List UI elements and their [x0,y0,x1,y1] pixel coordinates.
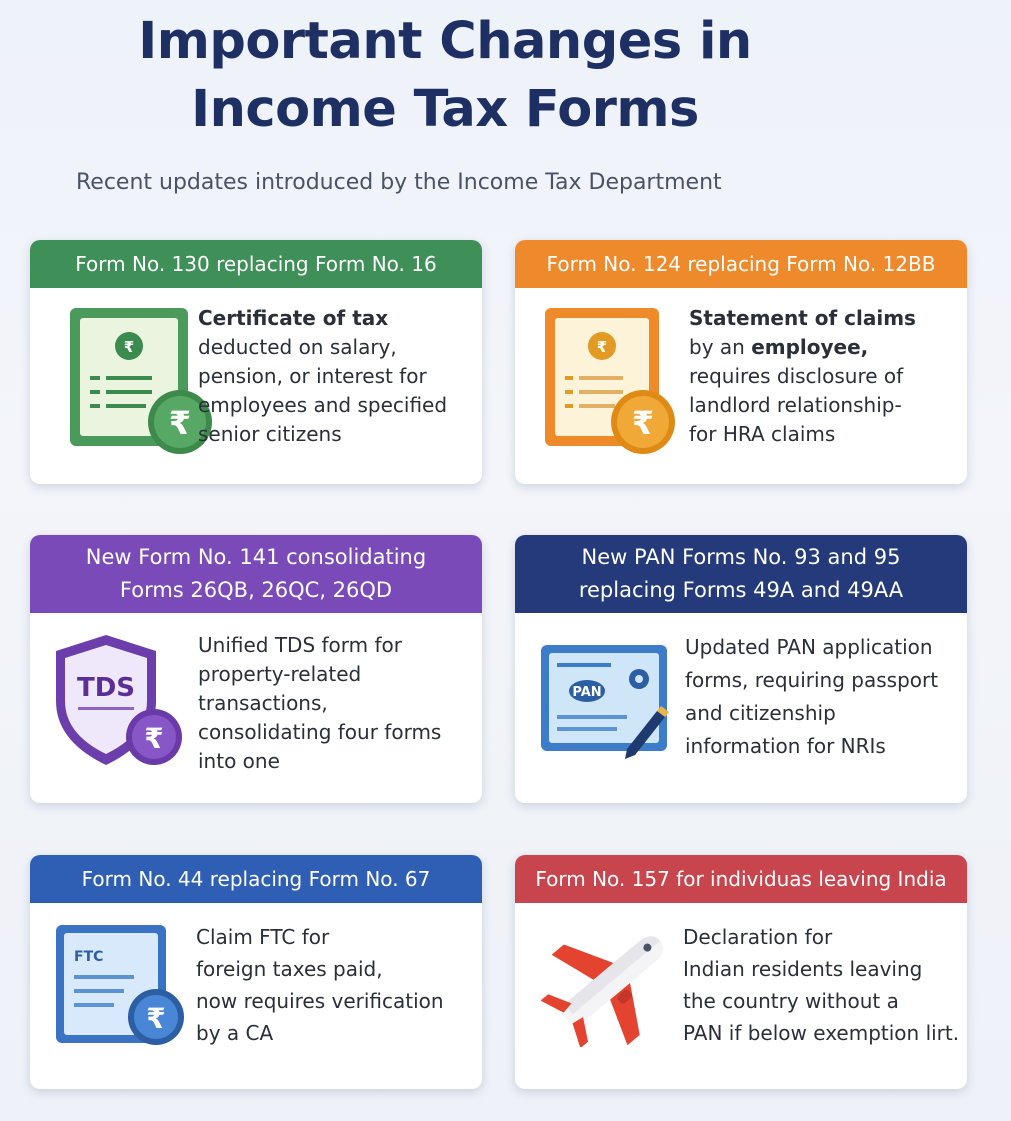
text-line: forms, requiring passport [685,668,939,692]
ftc-document-icon [52,921,202,1051]
card-header-line: New PAN Forms No. 93 and 95 [581,545,901,569]
text-line: foreign taxes paid, [196,957,383,981]
card-description [196,921,444,1049]
card-form-124 [515,240,967,484]
text-line-bold: Certificate of tax [198,306,389,330]
card-description [689,304,916,449]
card-form-157 [515,855,967,1089]
text-line: the country without a [683,989,899,1013]
text-line: and citizenship [685,701,836,725]
card-header [30,535,482,613]
svg-text:₹: ₹ [144,722,164,755]
text-line [689,333,916,362]
card-form-130 [30,240,482,484]
page-title-line-1: Important Changes in [138,12,752,71]
pan-label: PAN [572,685,602,700]
text-line: PAN if below exemption lirt. [683,1021,960,1045]
text-line: senior citizens [198,422,342,446]
text-line: into one [198,749,280,773]
text-line: employees and specified [198,393,448,417]
text-line: landlord relationship- [689,393,902,417]
card-header: Form No. 44 replacing Form No. 67 [30,855,482,903]
card-form-141 [30,535,482,803]
card-header: Form No. 130 replacing Form No. 16 [30,240,482,288]
text-line-bold: Statement of claims [689,306,916,330]
text-line: deducted on salary, [198,335,397,359]
tds-label: TDS [76,673,136,703]
text-line: property-related [198,662,362,686]
card-header-line: replacing Forms 49A and 49AA [578,578,904,602]
page-subtitle: Recent updates introduced by the Income Tax Department [76,170,722,195]
claims-statement-icon [531,304,696,464]
tax-certificate-icon [52,304,217,464]
card-description [683,921,959,1049]
svg-text:₹: ₹ [123,338,135,356]
card-description [198,631,441,776]
card-description [685,631,938,763]
airplane-icon [541,917,681,1047]
card-header-line: New Form No. 141 consolidating [85,545,427,569]
page-title-line-2: Income Tax Forms [191,80,699,139]
text-line: Declaration for [683,925,833,949]
text-line: pension, or interest for [198,364,427,388]
text-line: information for NRIs [685,734,886,758]
text-line: Indian residents leaving [683,957,923,981]
text-line: Updated PAN application [685,635,933,659]
svg-text:₹: ₹ [168,404,192,442]
text-line: now requires verification [196,989,444,1013]
tds-shield-icon [50,631,220,771]
text-line: consolidating four forms [198,720,442,744]
card-header: Form No. 124 replacing Form No. 12BB [515,240,967,288]
card-header: Form No. 157 for individuas leaving India [515,855,967,903]
pan-card-icon [535,637,685,767]
text-line: for HRA claims [689,422,836,446]
text-line: Unified TDS form for [198,633,402,657]
card-description [198,304,447,449]
svg-text:₹: ₹ [146,1002,166,1035]
text-fragment-bold: employee, [751,335,869,359]
card-header [515,535,967,613]
card-pan-forms [515,535,967,803]
card-form-44 [30,855,482,1089]
text-line: transactions, [198,691,328,715]
svg-text:₹: ₹ [596,338,608,356]
card-header-line: Forms 26QB, 26QC, 26QD [119,578,393,602]
text-line: by a CA [196,1021,274,1045]
ftc-label: FTC [74,949,104,965]
svg-text:₹: ₹ [631,404,655,442]
page-title [0,8,890,144]
text-line: requires disclosure of [689,364,904,388]
text-fragment: by an [689,335,745,359]
text-line: Claim FTC for [196,925,330,949]
